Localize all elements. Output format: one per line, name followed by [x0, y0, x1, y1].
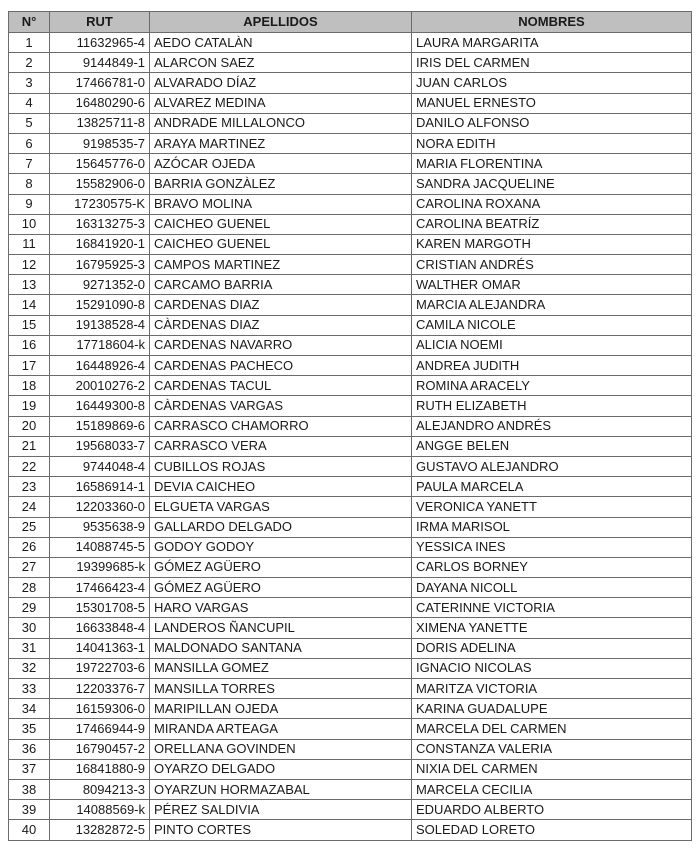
table-row: [9, 578, 692, 598]
row-nombres: MARCELA DEL CARMEN: [412, 719, 692, 739]
table-body: [9, 33, 692, 841]
row-nombres: PAULA MARCELA: [412, 477, 692, 497]
row-apellidos: MIRANDA ARTEAGA: [150, 719, 412, 739]
row-number: 7: [9, 154, 50, 174]
row-rut: 17718604-k: [50, 335, 150, 355]
row-apellidos: PÉREZ SALDIVIA: [150, 800, 412, 820]
header-rut: RUT: [50, 12, 150, 33]
row-number: 38: [9, 779, 50, 799]
row-nombres: SANDRA JACQUELINE: [412, 174, 692, 194]
row-number: 16: [9, 335, 50, 355]
row-rut: 9744048-4: [50, 456, 150, 476]
table-row: [9, 133, 692, 153]
row-apellidos: ALVARADO DÍAZ: [150, 73, 412, 93]
row-apellidos: CÀRDENAS VARGAS: [150, 396, 412, 416]
row-apellidos: OYARZO DELGADO: [150, 759, 412, 779]
row-number: 6: [9, 133, 50, 153]
row-apellidos: DEVIA CAICHEO: [150, 477, 412, 497]
row-apellidos: BARRIA GONZÀLEZ: [150, 174, 412, 194]
row-nombres: CAROLINA BEATRÍZ: [412, 214, 692, 234]
row-rut: 15582906-0: [50, 174, 150, 194]
row-nombres: WALTHER OMAR: [412, 275, 692, 295]
row-nombres: CAMILA NICOLE: [412, 315, 692, 335]
row-nombres: CONSTANZA VALERIA: [412, 739, 692, 759]
row-nombres: ALICIA NOEMI: [412, 335, 692, 355]
header-row: [9, 12, 692, 33]
row-number: 30: [9, 618, 50, 638]
row-apellidos: AEDO CATALÀN: [150, 33, 412, 53]
table-row: [9, 53, 692, 73]
row-rut: 16586914-1: [50, 477, 150, 497]
row-apellidos: HARO VARGAS: [150, 598, 412, 618]
row-number: 14: [9, 295, 50, 315]
table-row: [9, 73, 692, 93]
row-number: 13: [9, 275, 50, 295]
table-row: [9, 759, 692, 779]
table-row: [9, 477, 692, 497]
table-row: [9, 557, 692, 577]
row-rut: 14088745-5: [50, 537, 150, 557]
header-num: N°: [9, 12, 50, 33]
row-rut: 16841880-9: [50, 759, 150, 779]
row-rut: 15645776-0: [50, 154, 150, 174]
table-row: [9, 719, 692, 739]
row-number: 37: [9, 759, 50, 779]
table-row: [9, 820, 692, 840]
row-nombres: GUSTAVO ALEJANDRO: [412, 456, 692, 476]
row-number: 9: [9, 194, 50, 214]
table-row: [9, 33, 692, 53]
row-number: 20: [9, 416, 50, 436]
table-row: [9, 618, 692, 638]
table-row: [9, 638, 692, 658]
row-number: 22: [9, 456, 50, 476]
row-number: 39: [9, 800, 50, 820]
row-nombres: EDUARDO ALBERTO: [412, 800, 692, 820]
table-row: [9, 699, 692, 719]
row-nombres: DORIS ADELINA: [412, 638, 692, 658]
table-row: [9, 658, 692, 678]
table-row: [9, 194, 692, 214]
row-apellidos: CARDENAS PACHECO: [150, 356, 412, 376]
row-number: 11: [9, 234, 50, 254]
row-rut: 12203376-7: [50, 679, 150, 699]
row-apellidos: ELGUETA VARGAS: [150, 497, 412, 517]
row-nombres: NORA EDITH: [412, 133, 692, 153]
row-nombres: DANILO ALFONSO: [412, 113, 692, 133]
table-row: [9, 800, 692, 820]
row-rut: 14041363-1: [50, 638, 150, 658]
row-number: 29: [9, 598, 50, 618]
table-row: [9, 436, 692, 456]
row-number: 35: [9, 719, 50, 739]
table-row: [9, 295, 692, 315]
row-rut: 19399685-k: [50, 557, 150, 577]
row-apellidos: CAMPOS MARTINEZ: [150, 255, 412, 275]
row-apellidos: AZÓCAR OJEDA: [150, 154, 412, 174]
table-row: [9, 456, 692, 476]
row-apellidos: BRAVO MOLINA: [150, 194, 412, 214]
row-rut: 9198535-7: [50, 133, 150, 153]
row-apellidos: CAICHEO GUENEL: [150, 214, 412, 234]
row-rut: 16159306-0: [50, 699, 150, 719]
row-nombres: CATERINNE VICTORIA: [412, 598, 692, 618]
row-apellidos: CARDENAS DIAZ: [150, 295, 412, 315]
row-rut: 17466944-9: [50, 719, 150, 739]
row-number: 19: [9, 396, 50, 416]
row-apellidos: LANDEROS ÑANCUPIL: [150, 618, 412, 638]
table-row: [9, 679, 692, 699]
table-header: [9, 12, 692, 33]
row-number: 15: [9, 315, 50, 335]
row-apellidos: ALVAREZ MEDINA: [150, 93, 412, 113]
row-rut: 19568033-7: [50, 436, 150, 456]
row-nombres: CRISTIAN ANDRÉS: [412, 255, 692, 275]
row-nombres: DAYANA NICOLL: [412, 578, 692, 598]
row-nombres: XIMENA YANETTE: [412, 618, 692, 638]
row-apellidos: ALARCON SAEZ: [150, 53, 412, 73]
row-nombres: MARCELA CECILIA: [412, 779, 692, 799]
row-apellidos: CAICHEO GUENEL: [150, 234, 412, 254]
row-apellidos: MARIPILLAN OJEDA: [150, 699, 412, 719]
row-rut: 15301708-5: [50, 598, 150, 618]
row-number: 5: [9, 113, 50, 133]
row-apellidos: MANSILLA GOMEZ: [150, 658, 412, 678]
row-number: 33: [9, 679, 50, 699]
row-rut: 19722703-6: [50, 658, 150, 678]
row-nombres: MARITZA VICTORIA: [412, 679, 692, 699]
table-row: [9, 234, 692, 254]
row-apellidos: ORELLANA GOVINDEN: [150, 739, 412, 759]
table-row: [9, 537, 692, 557]
row-nombres: IRMA MARISOL: [412, 517, 692, 537]
row-rut: 12203360-0: [50, 497, 150, 517]
row-number: 27: [9, 557, 50, 577]
row-apellidos: CUBILLOS ROJAS: [150, 456, 412, 476]
roster-table: [8, 11, 692, 841]
row-rut: 16480290-6: [50, 93, 150, 113]
row-number: 28: [9, 578, 50, 598]
row-rut: 13282872-5: [50, 820, 150, 840]
row-rut: 16449300-8: [50, 396, 150, 416]
header-apellidos: APELLIDOS: [150, 12, 412, 33]
row-number: 21: [9, 436, 50, 456]
table-row: [9, 113, 692, 133]
row-nombres: KARINA GUADALUPE: [412, 699, 692, 719]
row-rut: 14088569-k: [50, 800, 150, 820]
row-rut: 20010276-2: [50, 376, 150, 396]
row-number: 40: [9, 820, 50, 840]
row-nombres: NIXIA DEL CARMEN: [412, 759, 692, 779]
table-row: [9, 315, 692, 335]
table-row: [9, 93, 692, 113]
row-rut: 17466423-4: [50, 578, 150, 598]
row-number: 34: [9, 699, 50, 719]
row-nombres: CAROLINA ROXANA: [412, 194, 692, 214]
table-row: [9, 154, 692, 174]
row-rut: 19138528-4: [50, 315, 150, 335]
table-row: [9, 497, 692, 517]
table-row: [9, 376, 692, 396]
row-apellidos: GÓMEZ AGÜERO: [150, 578, 412, 598]
row-rut: 16313275-3: [50, 214, 150, 234]
row-nombres: MARIA FLORENTINA: [412, 154, 692, 174]
row-number: 10: [9, 214, 50, 234]
row-rut: 8094213-3: [50, 779, 150, 799]
row-apellidos: MANSILLA TORRES: [150, 679, 412, 699]
row-rut: 17230575-K: [50, 194, 150, 214]
row-apellidos: OYARZUN HORMAZABAL: [150, 779, 412, 799]
row-nombres: MANUEL ERNESTO: [412, 93, 692, 113]
row-apellidos: CARCAMO BARRIA: [150, 275, 412, 295]
row-number: 18: [9, 376, 50, 396]
row-nombres: VERONICA YANETT: [412, 497, 692, 517]
row-rut: 15291090-8: [50, 295, 150, 315]
row-nombres: IRIS DEL CARMEN: [412, 53, 692, 73]
row-rut: 16795925-3: [50, 255, 150, 275]
row-number: 8: [9, 174, 50, 194]
row-number: 26: [9, 537, 50, 557]
row-number: 17: [9, 356, 50, 376]
row-apellidos: CÀRDENAS DIAZ: [150, 315, 412, 335]
table-row: [9, 779, 692, 799]
table-row: [9, 255, 692, 275]
table-row: [9, 517, 692, 537]
row-nombres: JUAN CARLOS: [412, 73, 692, 93]
table-row: [9, 335, 692, 355]
row-nombres: CARLOS BORNEY: [412, 557, 692, 577]
table-row: [9, 275, 692, 295]
row-apellidos: CARRASCO CHAMORRO: [150, 416, 412, 436]
row-nombres: ANDREA JUDITH: [412, 356, 692, 376]
row-apellidos: GÓMEZ AGÜERO: [150, 557, 412, 577]
row-rut: 9535638-9: [50, 517, 150, 537]
table-row: [9, 598, 692, 618]
row-number: 25: [9, 517, 50, 537]
row-number: 2: [9, 53, 50, 73]
row-rut: 9271352-0: [50, 275, 150, 295]
row-apellidos: ANDRADE MILLALONCO: [150, 113, 412, 133]
row-apellidos: PINTO CORTES: [150, 820, 412, 840]
row-nombres: ALEJANDRO ANDRÉS: [412, 416, 692, 436]
row-rut: 16633848-4: [50, 618, 150, 638]
row-apellidos: ARAYA MARTINEZ: [150, 133, 412, 153]
row-number: 31: [9, 638, 50, 658]
row-nombres: YESSICA INES: [412, 537, 692, 557]
roster-sheet: [8, 11, 691, 841]
row-apellidos: CARDENAS NAVARRO: [150, 335, 412, 355]
header-nombres: NOMBRES: [412, 12, 692, 33]
row-nombres: RUTH ELIZABETH: [412, 396, 692, 416]
row-rut: 17466781-0: [50, 73, 150, 93]
row-rut: 16448926-4: [50, 356, 150, 376]
row-rut: 16790457-2: [50, 739, 150, 759]
row-number: 1: [9, 33, 50, 53]
row-nombres: SOLEDAD LORETO: [412, 820, 692, 840]
row-number: 24: [9, 497, 50, 517]
row-rut: 13825711-8: [50, 113, 150, 133]
row-nombres: LAURA MARGARITA: [412, 33, 692, 53]
table-row: [9, 739, 692, 759]
row-number: 3: [9, 73, 50, 93]
row-apellidos: GODOY GODOY: [150, 537, 412, 557]
table-row: [9, 396, 692, 416]
table-row: [9, 174, 692, 194]
row-nombres: ANGGE BELEN: [412, 436, 692, 456]
row-number: 32: [9, 658, 50, 678]
table-row: [9, 356, 692, 376]
table-row: [9, 214, 692, 234]
row-apellidos: CARRASCO VERA: [150, 436, 412, 456]
row-number: 36: [9, 739, 50, 759]
row-nombres: IGNACIO NICOLAS: [412, 658, 692, 678]
row-nombres: MARCIA ALEJANDRA: [412, 295, 692, 315]
row-rut: 16841920-1: [50, 234, 150, 254]
row-apellidos: CARDENAS TACUL: [150, 376, 412, 396]
row-apellidos: GALLARDO DELGADO: [150, 517, 412, 537]
row-rut: 11632965-4: [50, 33, 150, 53]
row-apellidos: MALDONADO SANTANA: [150, 638, 412, 658]
table-row: [9, 416, 692, 436]
row-rut: 9144849-1: [50, 53, 150, 73]
row-number: 12: [9, 255, 50, 275]
row-nombres: KAREN MARGOTH: [412, 234, 692, 254]
row-number: 4: [9, 93, 50, 113]
row-rut: 15189869-6: [50, 416, 150, 436]
row-nombres: ROMINA ARACELY: [412, 376, 692, 396]
row-number: 23: [9, 477, 50, 497]
